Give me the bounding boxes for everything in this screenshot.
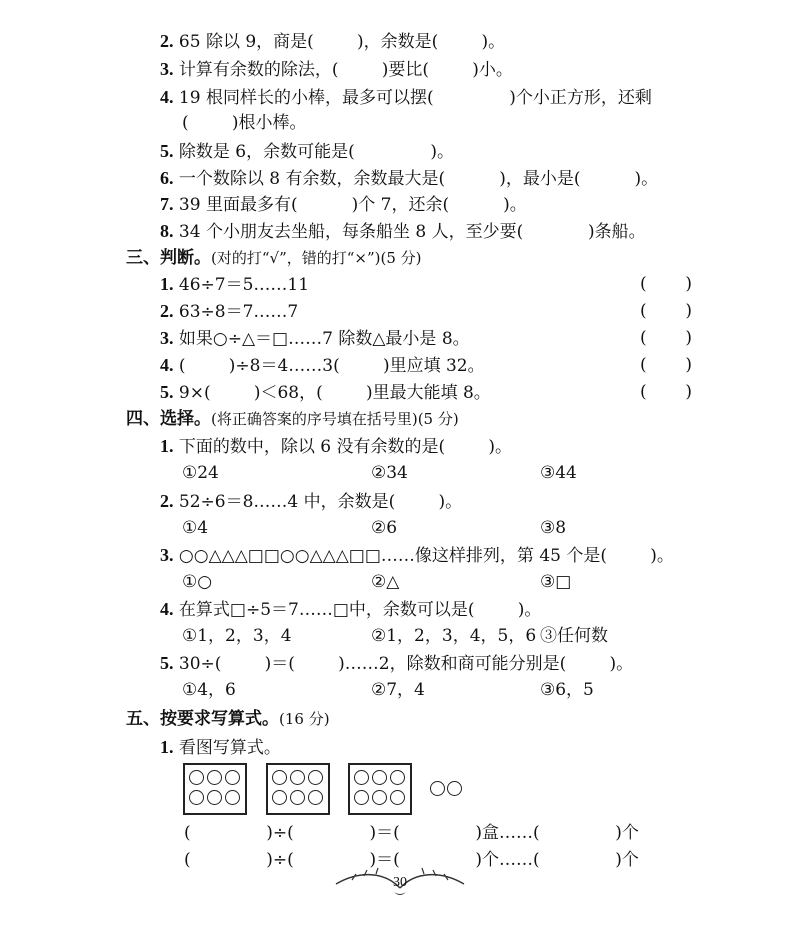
answer-paren[interactable]: [640, 273, 692, 295]
choice-item-4: [160, 598, 541, 621]
circle-icon: [430, 781, 445, 796]
option-b[interactable]: ②1，2，3，4，5，6: [371, 626, 537, 646]
item-text: 在算式□÷5＝7……□中，余数可以是( )。: [178, 600, 542, 620]
judge-item-2: [160, 300, 298, 323]
item-text: 46÷7＝5……11: [178, 275, 310, 295]
circle-icon: [225, 770, 240, 785]
circle-icon: [189, 770, 204, 785]
item-text: 如果○÷△＝□……7 除数△最小是 8。: [178, 329, 470, 349]
option-b[interactable]: ②34: [371, 463, 408, 483]
box-of-six-circles: [348, 763, 412, 815]
item-text: 65 除以 9，商是( )，余数是( )。: [178, 32, 506, 52]
section-note: (16 分): [279, 710, 330, 728]
paren-close: ): [685, 274, 692, 294]
circle-icon: [390, 790, 405, 805]
fill-item-4-cont: [182, 112, 307, 134]
circle-icon: [290, 770, 305, 785]
section-title: 五、按要求写算式。: [126, 709, 279, 729]
fill-item-2: [160, 30, 505, 53]
item-number: 2.: [160, 491, 174, 511]
circle-icon: [207, 790, 222, 805]
circle-icon: [189, 790, 204, 805]
item-number: 2.: [160, 301, 174, 321]
fill-item-7: [160, 193, 527, 216]
circle-icon: [207, 770, 222, 785]
item-number: 5.: [160, 141, 174, 161]
judge-item-5: [160, 381, 491, 404]
item-text: ( )÷8＝4……3( )里应填 32。: [178, 356, 485, 376]
circle-icon: [308, 790, 323, 805]
option-a[interactable]: ①○: [182, 572, 213, 592]
item-number: 1.: [160, 737, 174, 757]
item-text: 计算有余数的除法，( )要比( )小。: [178, 60, 513, 80]
paren-open: (: [640, 301, 647, 321]
paren-close: ): [685, 382, 692, 402]
circle-icon: [354, 770, 369, 785]
write-item-1: [160, 736, 281, 759]
option-c[interactable]: ③6，5: [540, 680, 594, 700]
page-number: 30: [393, 875, 407, 890]
section-4-heading: [126, 408, 459, 430]
circle-icon: [308, 770, 323, 785]
item-number: 2.: [160, 31, 174, 51]
judge-item-3: [160, 327, 470, 350]
choice-item-1: [160, 435, 512, 458]
circle-icon: [354, 790, 369, 805]
fill-item-6: [160, 167, 658, 190]
item-number: 4.: [160, 87, 174, 107]
item-number: 1.: [160, 436, 174, 456]
option-b[interactable]: ②△: [371, 572, 400, 592]
item-number: 3.: [160, 328, 174, 348]
paren-close: ): [685, 301, 692, 321]
choice-item-5: [160, 652, 633, 675]
item-text: ○○△△△□□○○△△△□□……像这样排列，第 45 个是( )。: [178, 546, 674, 566]
circle-icon: [390, 770, 405, 785]
answer-paren[interactable]: [640, 327, 692, 349]
circle-icon: [272, 770, 287, 785]
item-text: 除数是 6，余数可能是( )。: [178, 142, 455, 162]
judge-item-4: [160, 354, 485, 377]
option-b[interactable]: ②6: [371, 518, 398, 538]
item-text: 39 里面最多有( )个 7，还余( )。: [178, 195, 527, 215]
item-text: 一个数除以 8 有余数，余数最大是( )，最小是( )。: [178, 169, 659, 189]
option-c[interactable]: ③44: [540, 463, 577, 483]
section-note: (将正确答案的序号填在括号里)(5 分): [211, 410, 459, 428]
item-text: 下面的数中，除以 6 没有余数的是( )。: [178, 437, 513, 457]
circle-icon: [225, 790, 240, 805]
circle-icon: [272, 790, 287, 805]
item-text: 63÷8＝7……7: [178, 302, 299, 322]
option-a[interactable]: ①4: [182, 518, 209, 538]
item-text: 看图写算式。: [178, 738, 281, 758]
section-title: 四、选择。: [126, 409, 211, 429]
item-number: 5.: [160, 382, 174, 402]
item-number: 8.: [160, 221, 174, 241]
paren-open: (: [640, 355, 647, 375]
item-number: 6.: [160, 168, 174, 188]
circle-icon: [290, 790, 305, 805]
item-text: 9×( )＜68，( )里最大能填 8。: [178, 383, 491, 403]
item-number: 1.: [160, 274, 174, 294]
item-text: ( )根小棒。: [182, 113, 307, 133]
section-title: 三、判断。: [126, 248, 211, 268]
option-c[interactable]: ③8: [540, 518, 567, 538]
circle-icon: [372, 770, 387, 785]
option-c[interactable]: ③□: [540, 572, 572, 592]
equation-line-2: ( )÷( )＝( )个……( )个: [184, 850, 639, 870]
box-of-six-circles: [266, 763, 330, 815]
item-number: 3.: [160, 59, 174, 79]
paren-close: ): [685, 355, 692, 375]
item-text: 52÷6＝8……4 中，余数是( )。: [178, 492, 463, 512]
item-number: 4.: [160, 599, 174, 619]
section-note: (对的打“√”，错的打“×”)(5 分): [211, 249, 422, 267]
fill-item-4: [160, 86, 652, 109]
paren-open: (: [640, 274, 647, 294]
item-number: 3.: [160, 545, 174, 565]
answer-paren[interactable]: [640, 354, 692, 376]
option-a[interactable]: ①24: [182, 463, 219, 483]
fill-item-3: [160, 58, 513, 81]
fill-item-5: [160, 140, 454, 163]
paren-close: ): [685, 328, 692, 348]
option-c[interactable]: ③任何数: [540, 626, 608, 646]
item-text: 34 个小朋友去坐船，每条船坐 8 人，至少要( )条船。: [178, 222, 646, 242]
item-number: 4.: [160, 355, 174, 375]
fill-item-8: [160, 220, 646, 243]
box-of-six-circles: [183, 763, 247, 815]
option-a[interactable]: ①1，2，3，4: [182, 626, 292, 646]
answer-paren[interactable]: [640, 300, 692, 322]
circle-icon: [372, 790, 387, 805]
loose-circles: [430, 781, 462, 796]
choice-item-2: [160, 490, 462, 513]
section-5-heading: [126, 708, 330, 730]
answer-paren[interactable]: [640, 381, 692, 403]
option-a[interactable]: ①4，6: [182, 680, 236, 700]
equation-line-1: ( )÷( )＝( )盒……( )个: [184, 823, 639, 843]
item-number: 5.: [160, 653, 174, 673]
choice-item-3: [160, 544, 674, 567]
circle-icon: [447, 781, 462, 796]
item-text: 30÷( )＝( )……2，除数和商可能分别是( )。: [178, 654, 634, 674]
option-b[interactable]: ②7，4: [371, 680, 425, 700]
item-number: 7.: [160, 194, 174, 214]
judge-item-1: [160, 273, 309, 296]
item-text: 19 根同样长的小棒，最多可以摆( )个小正方形，还剩: [178, 88, 652, 108]
paren-open: (: [640, 382, 647, 402]
section-3-heading: [126, 247, 422, 269]
paren-open: (: [640, 328, 647, 348]
